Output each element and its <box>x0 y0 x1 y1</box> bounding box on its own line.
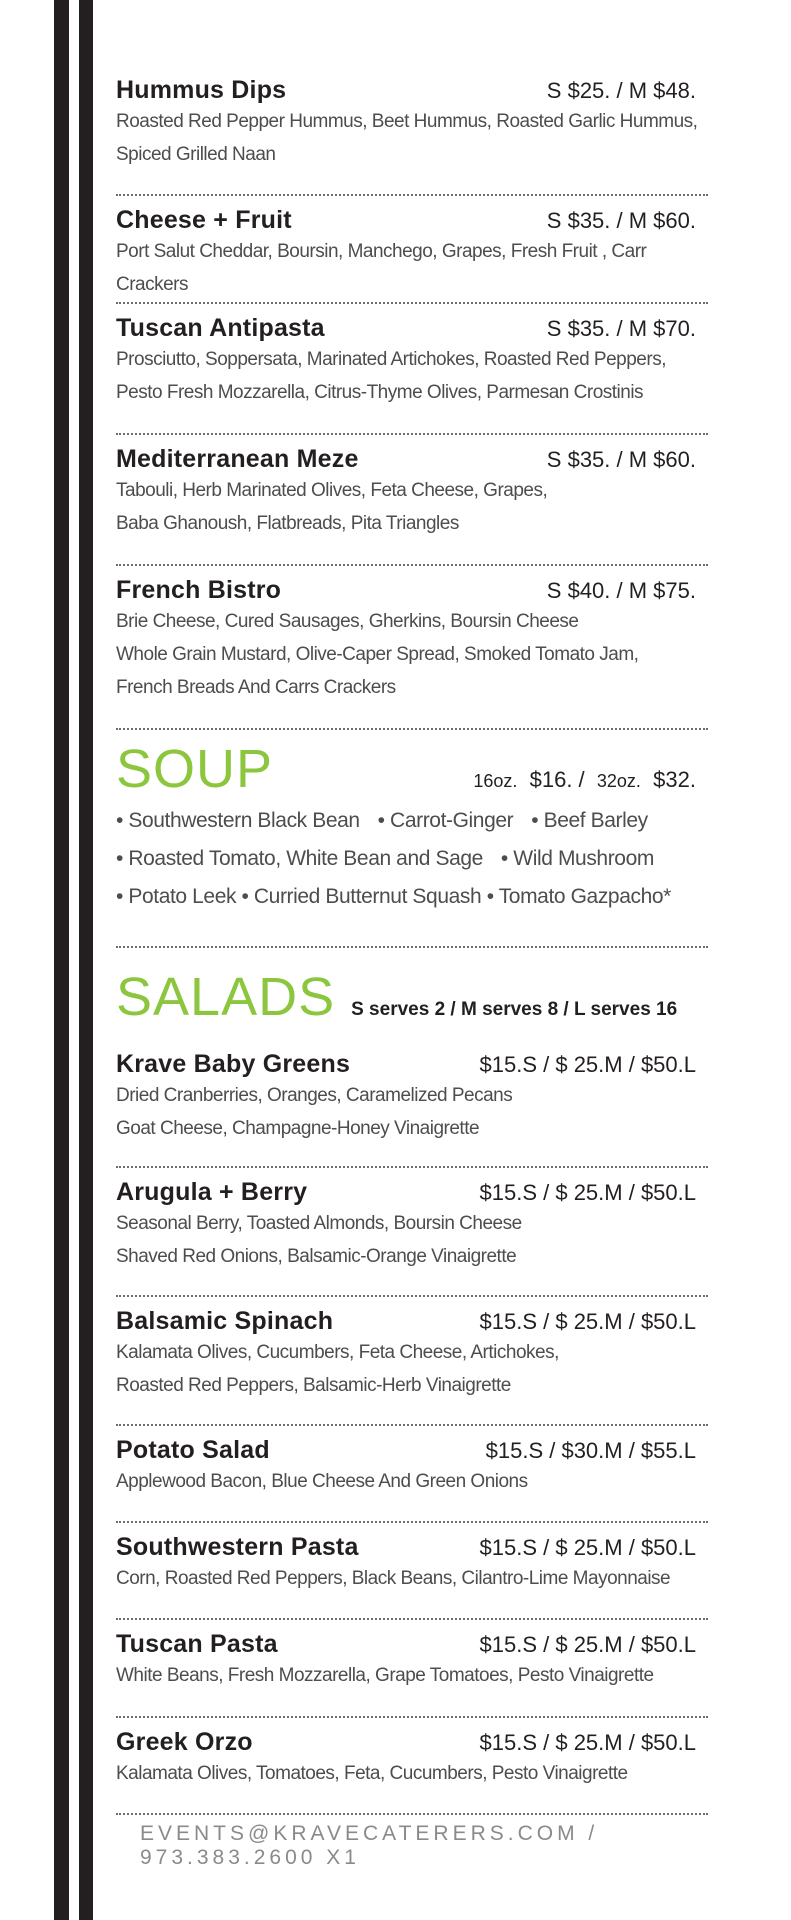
soup-line <box>116 802 708 840</box>
menu-item-balsamic-spinach <box>116 1297 708 1426</box>
item-price: $15.S / $30.M / $55.L <box>485 1438 696 1463</box>
item-description: Kalamata Olives, Tomatoes, Feta, Cucumbers, Pesto Vinaigrette <box>116 1763 628 1784</box>
soup-section <box>116 730 708 948</box>
menu-item-cheese-fruit <box>116 196 708 304</box>
menu-item-tuscan-antipasta <box>116 304 708 435</box>
soup-option: • Roasted Tomato, White Bean and Sage <box>116 847 483 870</box>
item-description: Dried Cranberries, Oranges, Caramelized Pecans Goat Cheese, Champagne-Honey Vinaigrette <box>116 1085 513 1139</box>
item-name: Mediterranean Meze <box>116 445 359 473</box>
item-name: Cheese + Fruit <box>116 206 292 234</box>
menu-item-mediterranean-meze <box>116 435 708 566</box>
item-description: Prosciutto, Soppersata, Marinated Artichokes, Roasted Red Peppers, Pesto Fresh Mozzarella, Citrus-Thyme Olives, Parmesan Crostinis <box>116 349 666 403</box>
contact-footer[interactable]: EVENTS@KRAVECATERERS.COM / 973.383.2600 X1 <box>140 1822 599 1869</box>
item-name: Balsamic Spinach <box>116 1307 334 1335</box>
soup-option: • Beef Barley <box>531 809 648 832</box>
soup-list <box>116 802 708 916</box>
soup-size-large: 32oz. <box>596 771 641 791</box>
section-title-salads: SALADS <box>116 967 336 1027</box>
item-price: S $35. / M $70. <box>546 316 696 341</box>
soup-price-large: $32. <box>653 767 696 792</box>
item-description: Port Salut Cheddar, Boursin, Manchego, Grapes, Fresh Fruit , Carr Crackers <box>116 241 647 295</box>
soup-option: • Wild Mushroom <box>500 847 654 870</box>
soup-prices <box>473 767 708 793</box>
item-price: S $25. / M $48. <box>546 78 696 103</box>
item-price: S $35. / M $60. <box>546 447 696 472</box>
item-name: Tuscan Antipasta <box>116 314 325 342</box>
item-name: Tuscan Pasta <box>116 1630 278 1658</box>
menu-item-hummus-dips <box>116 76 708 196</box>
item-name: Greek Orzo <box>116 1728 253 1756</box>
item-description: Seasonal Berry, Toasted Almonds, Boursin Cheese Shaved Red Onions, Balsamic-Orange Vinaigrette <box>116 1213 522 1267</box>
menu-item-potato-salad <box>116 1426 708 1523</box>
item-price: $15.S / $ 25.M / $50.L <box>479 1180 696 1205</box>
item-name: Arugula + Berry <box>116 1178 308 1206</box>
item-price: S $40. / M $75. <box>546 578 696 603</box>
menu-item-arugula-berry <box>116 1168 708 1297</box>
item-price: $15.S / $ 25.M / $50.L <box>479 1730 696 1755</box>
item-description: Tabouli, Herb Marinated Olives, Feta Cheese, Grapes, Baba Ghanoush, Flatbreads, Pita Triangles <box>116 480 548 534</box>
item-name: French Bistro <box>116 576 282 604</box>
left-stripe-outer <box>54 0 69 1920</box>
item-price: S $35. / M $60. <box>546 208 696 233</box>
menu-item-french-bistro <box>116 566 708 730</box>
item-description: Applewood Bacon, Blue Cheese And Green Onions <box>116 1471 528 1492</box>
item-name: Krave Baby Greens <box>116 1050 351 1078</box>
item-description: Corn, Roasted Red Peppers, Black Beans, Cilantro-Lime Mayonnaise <box>116 1568 671 1589</box>
item-name: Hummus Dips <box>116 76 287 104</box>
left-stripe-inner <box>79 0 93 1920</box>
item-price: $15.S / $ 25.M / $50.L <box>479 1632 696 1657</box>
menu-item-southwestern-pasta <box>116 1523 708 1620</box>
soup-option: • Potato Leek • Curried Butternut Squash • Tomato Gazpacho* <box>116 885 671 908</box>
soup-option: • Southwestern Black Bean <box>116 809 360 832</box>
item-price: $15.S / $ 25.M / $50.L <box>479 1052 696 1077</box>
menu-item-greek-orzo <box>116 1718 708 1815</box>
item-name: Southwestern Pasta <box>116 1533 359 1561</box>
soup-line <box>116 878 708 916</box>
salads-serving-sizes: S serves 2 / M serves 8 / L serves 16 <box>351 999 678 1020</box>
soup-option: • Carrot-Ginger <box>377 809 514 832</box>
item-price: $15.S / $ 25.M / $50.L <box>479 1309 696 1334</box>
soup-line <box>116 840 708 878</box>
menu-content <box>116 76 708 1815</box>
soup-price-small: $16. / <box>529 767 585 792</box>
menu-item-tuscan-pasta <box>116 1620 708 1718</box>
section-title-soup: SOUP <box>116 739 274 799</box>
item-description: Roasted Red Pepper Hummus, Beet Hummus, Roasted Garlic Hummus, Spiced Grilled Naan <box>116 111 698 165</box>
item-name: Potato Salad <box>116 1436 270 1464</box>
item-price: $15.S / $ 25.M / $50.L <box>479 1535 696 1560</box>
item-description: White Beans, Fresh Mozzarella, Grape Tomatoes, Pesto Vinaigrette <box>116 1665 654 1686</box>
item-description: Brie Cheese, Cured Sausages, Gherkins, Boursin Cheese Whole Grain Mustard, Olive-Caper Spread, Smoked Tomato Jam, French Breads And Carrs Crackers <box>116 611 639 698</box>
salads-header <box>116 948 708 1040</box>
menu-item-krave-baby-greens <box>116 1040 708 1168</box>
soup-size-small: 16oz. <box>473 771 518 791</box>
item-description: Kalamata Olives, Cucumbers, Feta Cheese, Artichokes, Roasted Red Peppers, Balsamic-Herb Vinaigrette <box>116 1342 559 1396</box>
